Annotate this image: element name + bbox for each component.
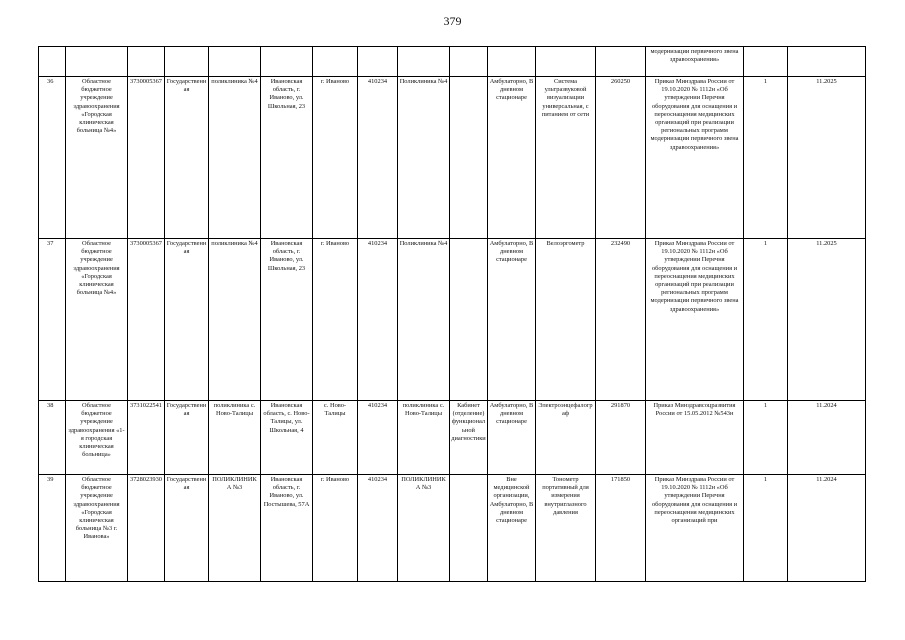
cell-equipment: Электроэнцефалограф: [536, 401, 596, 475]
cell-nomenclature: 232490: [596, 239, 646, 401]
cell-locality: с. Ново-Талицы: [313, 401, 358, 475]
cell-form: [165, 47, 209, 77]
cell-equipment: Велоэргометр: [536, 239, 596, 401]
cell-conditions: Амбулаторно, В дневном стационаре: [488, 77, 536, 239]
cell-qty: 1: [744, 475, 788, 582]
cell-qty: [744, 47, 788, 77]
cell-code: 3731022541: [128, 401, 165, 475]
cell-address: [261, 47, 313, 77]
cell-basis: Приказ Минздрава России от 19.10.2020 № 1112н «Об утверждении Перечня оборудования для оснащения и переоснащения медицинских организаций при: [646, 475, 744, 582]
cell-qty: 1: [744, 77, 788, 239]
cell-subdivision: поликлиника №4: [209, 77, 261, 239]
cell-code: [128, 47, 165, 77]
cell-nomenclature: 291870: [596, 401, 646, 475]
cell-org: [66, 47, 128, 77]
cell-locality: г. Иваново: [313, 475, 358, 582]
cell-num: [39, 47, 66, 77]
cell-equipment: Система ультразвуковой визуализации универсальная, с питанием от сети: [536, 77, 596, 239]
cell-unit: Поликлиника №4: [398, 77, 450, 239]
cell-basis: модернизации первичного звена здравоохранения»: [646, 47, 744, 77]
cell-subdivision: [209, 47, 261, 77]
cell-subdivision: поликлиника №4: [209, 239, 261, 401]
cell-cabinet: [450, 239, 488, 401]
cell-okato: [358, 47, 398, 77]
cell-address: Ивановская область, г. Иваново, ул. Школьная, 23: [261, 77, 313, 239]
table-row: [39, 475, 866, 582]
cell-basis: Приказ Минздрава России от 19.10.2020 № 1112н «Об утверждении Перечня оборудования для оснащения и переоснащения медицинских организаций при реализации региональных программ модернизации первичного звена здравоохранения»: [646, 77, 744, 239]
cell-date: 11.2024: [788, 401, 866, 475]
cell-code: 3728023930: [128, 475, 165, 582]
cell-org: Областное бюджетное учреждение здравоохранения «Городская клиническая больница №4»: [66, 77, 128, 239]
cell-cabinet: [450, 77, 488, 239]
cell-date: [788, 47, 866, 77]
cell-code: 3730005367: [128, 77, 165, 239]
cell-conditions: Амбулаторно, В дневном стационаре: [488, 239, 536, 401]
cell-unit: ПОЛИКЛИНИКА №3: [398, 475, 450, 582]
cell-equipment: Тонометр портативный для измерения внутриглазного давления: [536, 475, 596, 582]
cell-address: Ивановская область, г. Иваново, ул. Постышева, 57А: [261, 475, 313, 582]
cell-conditions: [488, 47, 536, 77]
cell-code: 3730005367: [128, 239, 165, 401]
cell-subdivision: поликлиника с. Ново-Талицы: [209, 401, 261, 475]
table-row: [39, 239, 866, 401]
cell-locality: [313, 47, 358, 77]
cell-okato: 410234: [358, 77, 398, 239]
cell-conditions: Амбулаторно, В дневном стационаре: [488, 401, 536, 475]
cell-nomenclature: 171850: [596, 475, 646, 582]
table-row: [39, 401, 866, 475]
cell-org: Областное бюджетное учреждение здравоохранения «1-я городская клиническая больница»: [66, 401, 128, 475]
cell-subdivision: ПОЛИКЛИНИКА №3: [209, 475, 261, 582]
cell-address: Ивановская область, г. Иваново, ул. Школьная, 23: [261, 239, 313, 401]
cell-cabinet: [450, 47, 488, 77]
cell-cabinet: Кабинет (отделение) функциональной диагностики: [450, 401, 488, 475]
cell-address: Ивановская область, с. Ново-Талицы, ул. Школьная, 4: [261, 401, 313, 475]
cell-qty: 1: [744, 239, 788, 401]
cell-cabinet: [450, 475, 488, 582]
equipment-registry-table: [38, 46, 866, 582]
cell-equipment: [536, 47, 596, 77]
cell-locality: г. Иваново: [313, 239, 358, 401]
cell-unit: Поликлиника №4: [398, 239, 450, 401]
cell-conditions: Вне медицинской организации, Амбулаторно, В дневном стационаре: [488, 475, 536, 582]
cell-okato: 410234: [358, 239, 398, 401]
cell-num: 38: [39, 401, 66, 475]
cell-basis: Приказ Минздравсоцразвития России от 15.05.2012 №543н: [646, 401, 744, 475]
cell-num: 36: [39, 77, 66, 239]
cell-unit: [398, 47, 450, 77]
cell-okato: 410234: [358, 475, 398, 582]
cell-num: 39: [39, 475, 66, 582]
cell-okato: 410234: [358, 401, 398, 475]
cell-nomenclature: 260250: [596, 77, 646, 239]
cell-locality: г. Иваново: [313, 77, 358, 239]
table-row: [39, 77, 866, 239]
cell-form: Государственная: [165, 239, 209, 401]
cell-date: 11.2025: [788, 77, 866, 239]
cell-form: Государственная: [165, 401, 209, 475]
cell-org: Областное бюджетное учреждение здравоохранения «Городская клиническая больница №3 г. Иванова»: [66, 475, 128, 582]
cell-unit: поликлиника с. Ново-Талицы: [398, 401, 450, 475]
cell-date: 11.2024: [788, 475, 866, 582]
cell-form: Государственная: [165, 77, 209, 239]
cell-date: 11.2025: [788, 239, 866, 401]
table-row: [39, 47, 866, 77]
cell-form: Государственная: [165, 475, 209, 582]
cell-org: Областное бюджетное учреждение здравоохранения «Городская клиническая больница №4»: [66, 239, 128, 401]
cell-qty: 1: [744, 401, 788, 475]
cell-nomenclature: [596, 47, 646, 77]
page-number: 379: [443, 14, 462, 28]
cell-num: 37: [39, 239, 66, 401]
cell-basis: Приказ Минздрава России от 19.10.2020 № 1112н «Об утверждении Перечня оборудования для оснащения и переоснащения медицинских организаций при реализации региональных программ модернизации первичного звена здравоохранения»: [646, 239, 744, 401]
